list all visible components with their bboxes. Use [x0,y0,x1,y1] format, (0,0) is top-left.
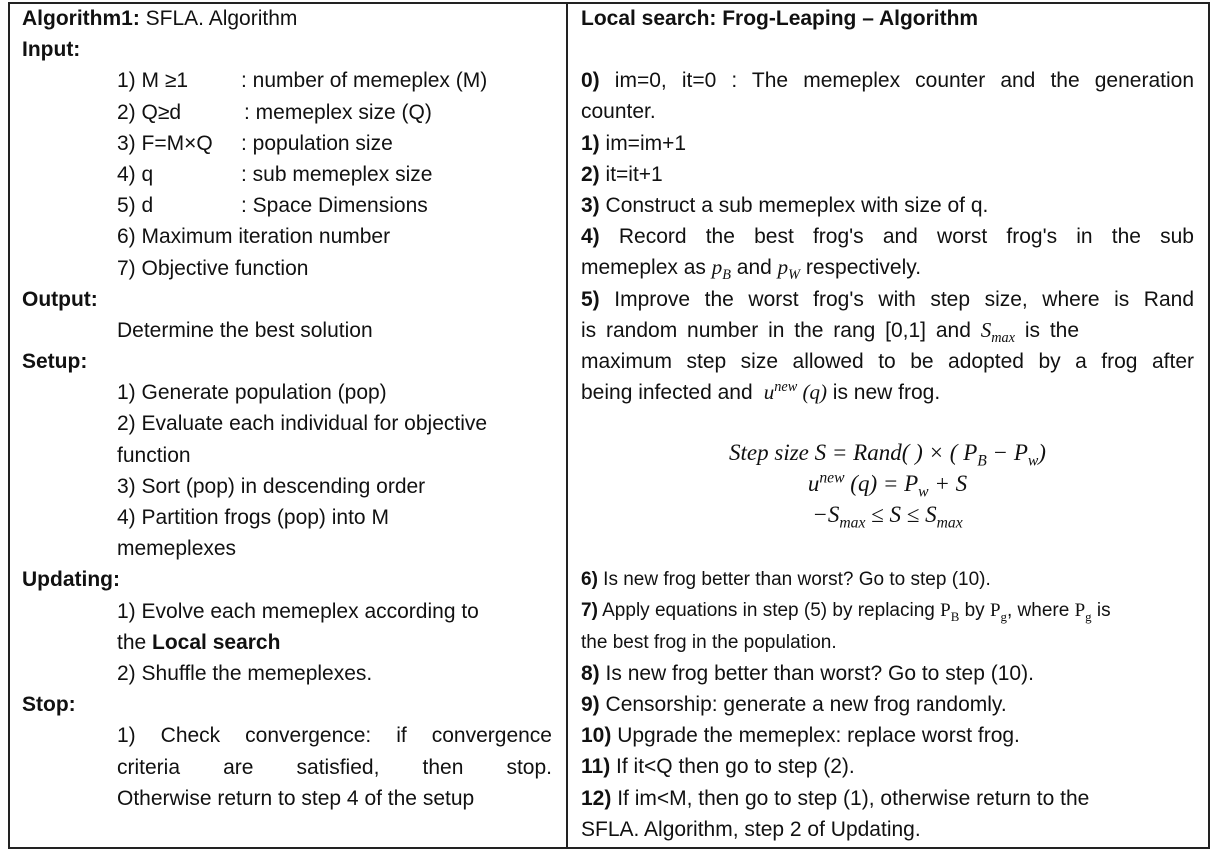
setup-step-4-cont: memeplexes [117,537,237,561]
setup-step-1: 1) Generate population (pop) [117,381,387,405]
step-5-cont-3: being infected and $u^{new}$ (q) is new frog. [581,379,941,405]
local-search-title: Local search: Frog-Leaping – Algorithm [581,7,979,30]
setup-step-3: 3) Sort (pop) in descending order [117,474,426,498]
setup-step-2-cont: function [117,443,191,467]
step-6: 6) Is new frog better than worst? Go to step (10). [581,569,991,591]
local-search-column [581,3,1194,845]
step-10: 10) Upgrade the memeplex: replace worst frog. [581,724,1020,748]
step-3: 3) Construct a sub memeplex with size of q. [581,193,989,217]
stop-step-1-cont: criteria are satisfied, then stop. [117,755,552,779]
step-7-cont: the best frog in the population. [581,631,837,653]
input-item-5: 5) d : Space Dimensions [117,194,428,218]
spacer [581,408,1194,437]
updating-step-1: 1) Evolve each memeplex according to [117,599,479,623]
input-item-6: 6) Maximum iteration number [117,225,391,249]
spacer [581,530,1194,564]
step-5: 5) Improve the worst frog's with step size, where is Rand [581,287,1194,311]
input-item-2: 2) Q≥d : memeplex size (Q) [117,100,432,124]
output-heading: Output: [22,287,98,311]
input-item-4: 4) q : sub memeplex size [117,162,433,186]
step-8: 8) Is new frog better than worst? Go to step (10). [581,661,1034,685]
equation-step-size: Step size S = Rand( ) × ( $P_B - P_w$) [729,440,1046,470]
setup-step-2: 2) Evaluate each individual for objective [117,412,488,436]
column-divider [566,2,568,849]
setup-heading: Setup: [22,350,88,374]
step-11: 11) If it<Q then go to step (2). [581,755,855,779]
updating-step-2: 2) Shuffle the memeplexes. [117,661,373,685]
step-1: 1) im=im+1 [581,131,687,155]
step-4-cont: memeplex as $p_B$ and $p_W$ respectively. [581,255,922,284]
step-0-cont: counter. [581,100,656,124]
step-7: 7) Apply equations in step (5) by replacing $P_B$ by $P_g$, where $P_g$ is [581,600,1111,625]
local-search-ref: Local search [152,630,281,654]
updating-step-1-cont: the Local search [117,630,281,654]
step-0: 0) im=0, it=0 : The memeplex counter and the generation [581,69,1194,93]
input-heading: Input: [22,38,81,62]
step-9: 9) Censorship: generate a new frog randomly. [581,693,1007,716]
input-item-7: 7) Objective function [117,256,309,280]
output-text: Determine the best solution [117,318,373,342]
spacer [581,34,1194,65]
step-4: 4) Record the best frog's and worst frog's in the sub [581,225,1194,249]
equation-bounds: $-S_{max} \le S \le S_{max}$ [812,502,963,532]
algorithm-title: Algorithm1: SFLA. Algorithm [22,7,298,30]
step-12-cont: SFLA. Algorithm, step 2 of Updating. [581,817,921,841]
stop-step-1-end: Otherwise return to step 4 of the setup [117,786,475,810]
updating-heading: Updating: [22,568,120,592]
input-item-1: 1) M ≥1 : number of memeplex (M) [117,69,488,93]
step-5-cont: is random number in the rang [0,1] and $S_{max}$ is the [581,317,1080,346]
step-5-cont-2: maximum step size allowed to be adopted by a frog after [581,349,1194,373]
step-12: 12) If im<M, then go to step (1), otherwise return to the [581,786,1090,810]
algorithm-column [22,3,552,814]
step-2: 2) it=it+1 [581,162,663,186]
input-item-3: 3) F=M×Q : population size [117,131,393,155]
stop-step-1: 1) Check convergence: if convergence [117,724,552,748]
setup-step-4: 4) Partition frogs (pop) into M [117,506,389,529]
equation-new-frog: $u^{new}$ $(q) = P_w + S$ [807,469,968,501]
stop-heading: Stop: [22,693,76,717]
